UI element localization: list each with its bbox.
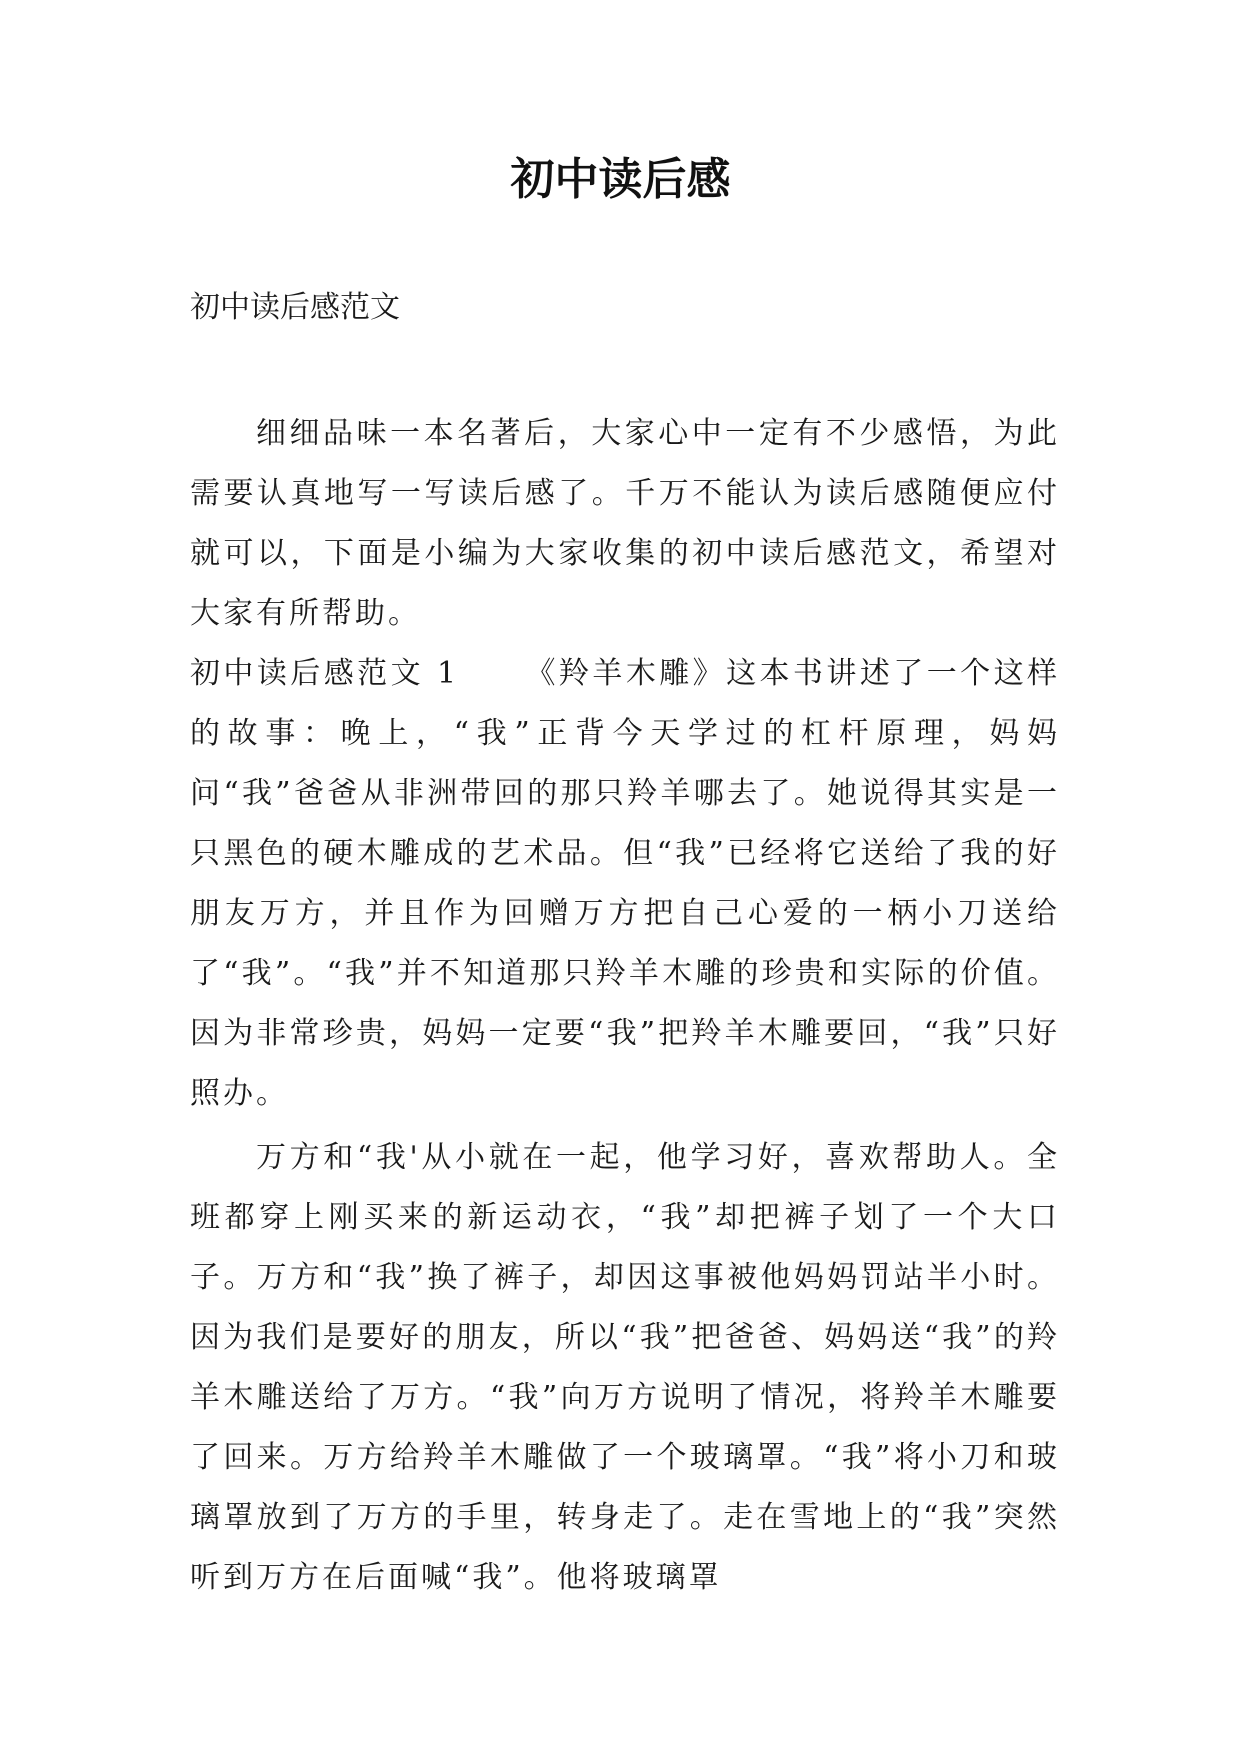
intro-paragraph: 细细品味一本名著后，大家心中一定有不少感悟，为此需要认真地写一写读后感了。千万不能认为读后感随便应付就可以，下面是小编为大家收集的初中读后感范文，希望对大家有所帮助。	[190, 416, 1060, 631]
document-body	[190, 404, 1060, 1608]
essay-paragraph-1-text: 《羚羊木雕》这本书讲述了一个这样的故事：晚上，“我”正背今天学过的杠杆原理，妈妈问“我”爸爸从非洲带回的那只羚羊哪去了。她说得其实是一只黑色的硬木雕成的艺术品。但“我”已经将它送给了我的好朋友万方，并且作为回赠万方把自己心爱的一柄小刀送给了“我”。“我”并不知道那只羚羊木雕的珍贵和实际的价值。因为非常珍贵，妈妈一定要“我”把羚羊木雕要回，“我”只好照办。	[190, 656, 1061, 1111]
essay-heading: 初中读后感范文 1	[190, 656, 460, 691]
essay-paragraph-1	[190, 644, 1060, 1124]
document-subtitle: 初中读后感范文	[190, 290, 400, 325]
essay-paragraph-2: 万方和“我'从小就在一起，他学习好，喜欢帮助人。全班都穿上刚买来的新运动衣，“我”却把裤子划了一个大口子。万方和“我”换了裤子，却因这事被他妈妈罚站半小时。因为我们是要好的朋友，所以“我”把爸爸、妈妈送“我”的羚羊木雕送给了万方。“我”向万方说明了情况，将羚羊木雕要了回来。万方给羚羊木雕做了一个玻璃罩。“我”将小刀和玻璃罩放到了万方的手里，转身走了。走在雪地上的“我”突然听到万方在后面喊“我”。他将玻璃罩	[190, 1140, 1060, 1595]
document-title: 初中读后感	[510, 154, 731, 205]
